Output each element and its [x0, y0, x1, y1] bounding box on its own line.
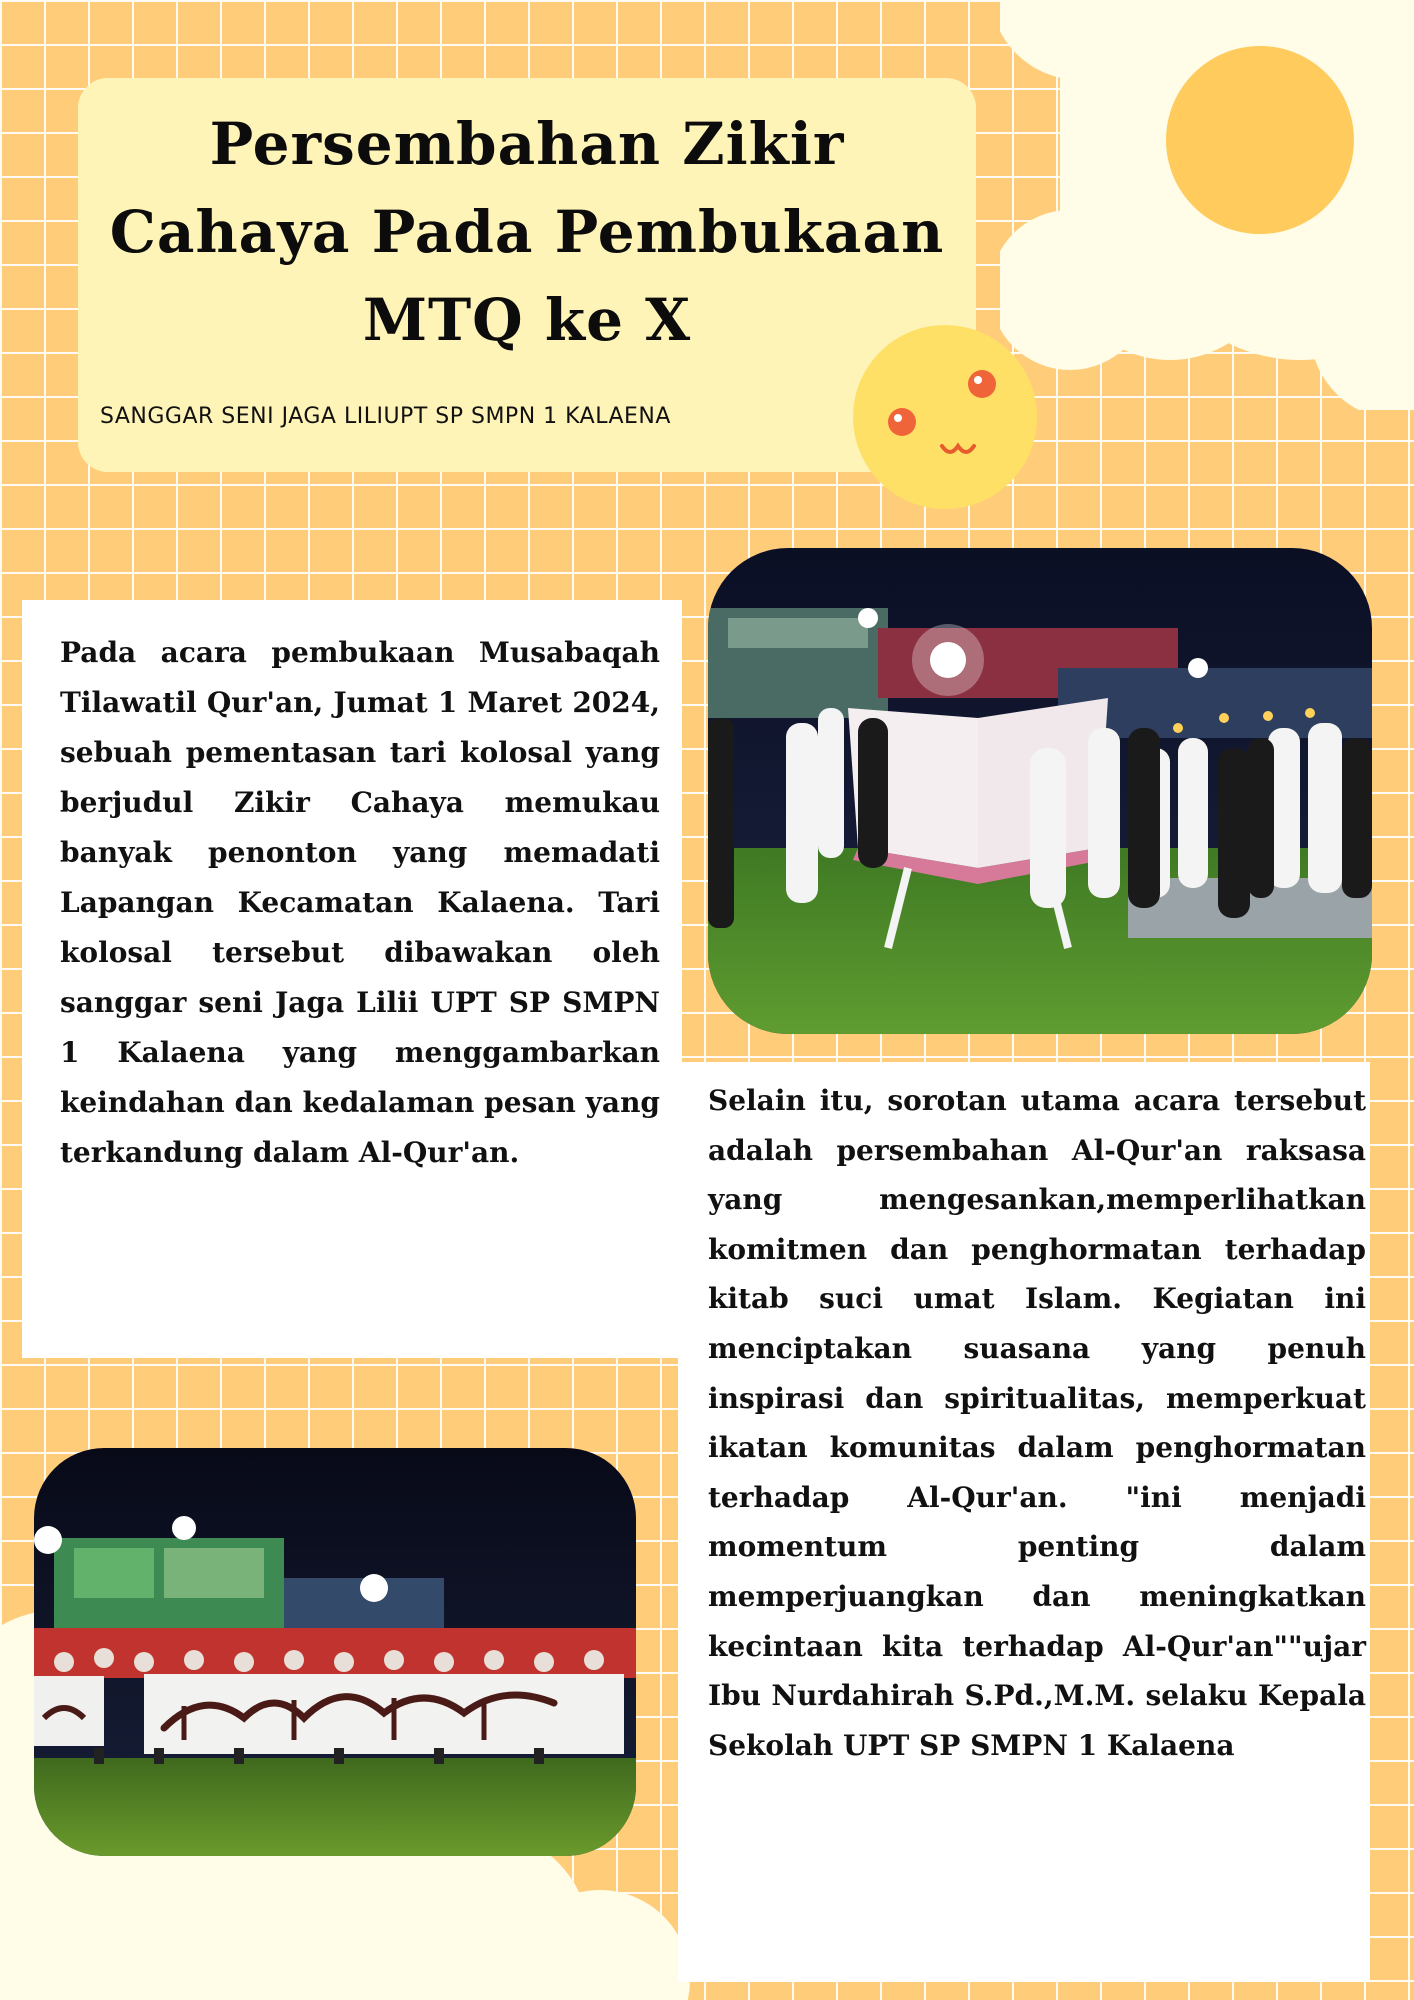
photo-giant-quran	[708, 548, 1372, 1034]
title-line-3: MTQ ke X	[362, 286, 692, 354]
highlight-paragraph: Selain itu, sorotan utama acara tersebut adalah persembahan Al-Qur'an raksasa yang mengesankan,memperlihatkan komitmen dan penghormatan terhadap kitab suci umat Islam. Kegiatan ini menciptakan suasana yang penuh inspirasi dan spiritualitas, memperkuat ikatan komunitas dalam penghormatan terhadap Al-Qur'an. "ini menjadi momentum penting dalam memperjuangkan dan meningkatkan kecintaan kita terhadap Al-Qur'an""ujar Ibu Nurdahirah S.Pd.,M.M. selaku Kepala Sekolah UPT SP SMPN 1 Kalaena	[708, 1084, 1366, 1762]
subtitle: SANGGAR SENI JAGA LILIUPT SP SMPN 1 KALAENA	[100, 404, 671, 429]
orange-sun-icon	[1160, 40, 1360, 240]
smiling-sun-icon	[850, 322, 1040, 512]
title-line-1: Persembahan Zikir	[209, 110, 845, 178]
page-title	[78, 100, 976, 364]
photo-banner-students	[34, 1448, 636, 1856]
title-line-2: Cahaya Pada Pembukaan	[109, 198, 945, 266]
intro-paragraph: Pada acara pembukaan Musabaqah Tilawatil Qur'an, Jumat 1 Maret 2024, sebuah pementasan tari kolosal yang berjudul Zikir Cahaya memukau banyak penonton yang memadati Lapangan Kecamatan Kalaena. Tari kolosal tersebut dibawakan oleh sanggar seni Jaga Lilii UPT SP SMPN 1 Kalaena yang menggambarkan keindahan dan kedalaman pesan yang terkandung dalam Al-Qur'an.	[60, 636, 660, 1169]
